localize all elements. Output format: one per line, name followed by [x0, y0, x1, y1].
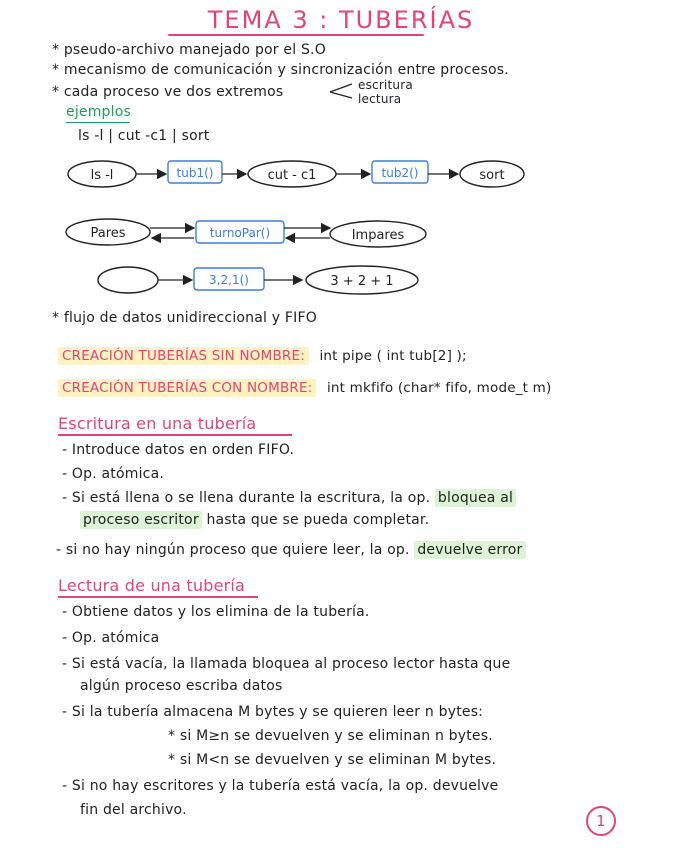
node-cut-label: cut - c1	[267, 168, 317, 183]
read-section-heading: Lectura de una tubería	[58, 576, 246, 595]
node-sort-label: sort	[479, 168, 505, 183]
page-title: TEMA 3 : TUBERÍAS	[207, 6, 475, 34]
write-item-4-text: - si no hay ningún proceso que quiere leer, la op.	[56, 542, 410, 558]
creation-unnamed-label: CREACIÓN TUBERÍAS SIN NOMBRE:	[58, 347, 309, 365]
examples-heading: ejemplos	[66, 104, 131, 120]
creation-named	[58, 380, 551, 396]
pipe-tub1-label: tub1()	[176, 166, 214, 180]
read-item-3: - Si está vacía, la llamada bloquea al proceso lector hasta que	[62, 656, 511, 672]
pipe-turnopar-label: turnoPar()	[209, 226, 271, 240]
diagram-row-3	[98, 266, 418, 294]
diagram-row-1	[68, 161, 524, 187]
read-item-5: - Si no hay escritores y la tubería está vacía, la op. devuelve	[62, 778, 499, 794]
creation-unnamed	[58, 348, 467, 364]
node-sum-label: 3 + 2 + 1	[330, 274, 394, 289]
write-item-3-highlight: bloquea al	[435, 489, 516, 507]
page-number-badge: 1	[586, 806, 616, 836]
node-impares-label: Impares	[351, 228, 405, 243]
node-ls-label: ls -l	[90, 168, 114, 183]
write-item-3-writer: proceso escritor	[80, 511, 202, 529]
node-empty	[98, 267, 158, 293]
write-item-3-text: - Si está llena o se llena durante la escritura, la op.	[62, 490, 431, 506]
extremes-bracket-icon	[326, 80, 356, 102]
write-section-heading: Escritura en una tubería	[58, 414, 257, 433]
write-item-3-rest: hasta que se pueda completar.	[206, 512, 430, 528]
read-item-4-case-2: * si M<n se devuelven y se eliminan M bytes.	[168, 752, 497, 768]
intro-bullet-1: * pseudo-archivo manejado por el S.O	[52, 42, 326, 58]
write-item-4	[56, 542, 526, 558]
read-item-1: - Obtiene datos y los elimina de la tubería.	[62, 604, 370, 620]
diagram-row-2	[66, 219, 426, 247]
example-command: ls -l | cut -c1 | sort	[78, 128, 210, 144]
write-item-4-highlight: devuelve error	[414, 541, 525, 559]
creation-named-label: CREACIÓN TUBERÍAS CON NOMBRE:	[58, 379, 316, 397]
intro-bullet-3: * cada proceso ve dos extremos	[52, 84, 284, 100]
creation-unnamed-code: int pipe ( int tub[2] );	[319, 348, 467, 364]
pipe-tub2-label: tub2()	[381, 166, 419, 180]
write-item-1: - Introduce datos en orden FIFO.	[62, 442, 295, 458]
read-item-5-cont: fin del archivo.	[80, 802, 187, 818]
intro-bullet-2: * mecanismo de comunicación y sincronización entre procesos.	[52, 62, 509, 78]
node-pares-label: Pares	[90, 226, 126, 241]
extreme-write-label: escritura	[358, 78, 413, 92]
read-item-4-case-1: * si M≥n se devuelven y se eliminan n bytes.	[168, 728, 493, 744]
read-heading-underline	[58, 596, 258, 598]
write-item-3-cont	[80, 512, 429, 528]
fifo-note: * flujo de datos unidireccional y FIFO	[52, 310, 317, 326]
read-item-4: - Si la tubería almacena M bytes y se quieren leer n bytes:	[62, 704, 484, 720]
write-item-3	[62, 490, 516, 506]
write-item-2: - Op. atómica.	[62, 466, 164, 482]
title-underline	[168, 34, 424, 36]
creation-named-code: int mkfifo (char* fifo, mode_t m)	[326, 380, 552, 396]
pipes-diagram	[40, 150, 660, 300]
read-item-2: - Op. atómica	[62, 630, 160, 646]
pipe-321-label: 3,2,1()	[209, 273, 249, 287]
examples-underline	[66, 122, 130, 123]
extreme-read-label: lectura	[358, 92, 402, 106]
write-heading-underline	[58, 434, 292, 436]
read-item-3-cont: algún proceso escriba datos	[80, 678, 283, 694]
